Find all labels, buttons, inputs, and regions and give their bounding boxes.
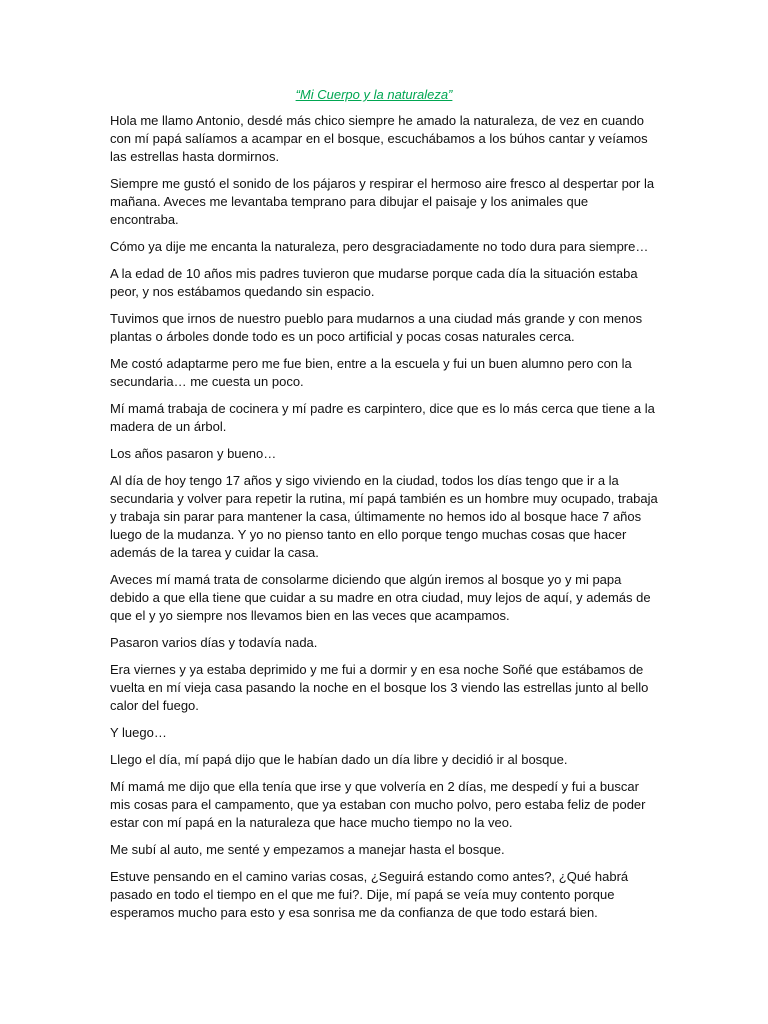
paragraph: Me subí al auto, me senté y empezamos a manejar hasta el bosque. <box>110 842 505 857</box>
paragraph: Al día de hoy tengo 17 años y sigo viviendo en la ciudad, todos los días tengo que ir a la secundaria y volver para repetir la rutina, mí papá también es un hombre muy ocupado, trabaja y trabaja sin parar para mantener la casa, últimamente no hemos ido al bosque hace 7 años luego de la mudanza. Y yo no pienso tanto en ello porque tengo muchas cosas que hacer además de la tarea y cuidar la casa. <box>110 473 658 560</box>
paragraph: Pasaron varios días y todavía nada. <box>110 635 318 650</box>
paragraph: Siempre me gustó el sonido de los pájaros y respirar el hermoso aire fresco al despertar por la mañana. Aveces me levantaba temprano para dibujar el paisaje y los animales que encontraba. <box>110 176 655 227</box>
paragraph: Mí mamá me dijo que ella tenía que irse y que volvería en 2 días, me despedí y fui a buscar mis cosas para el campamento, que ya estaban con mucho polvo, pero estaba feliz de poder estar con mí papá en la naturaleza que hace mucho tiempo no la veo. <box>110 779 646 830</box>
paragraph: Llego el día, mí papá dijo que le habían dado un día libre y decidió ir al bosque. <box>110 752 568 767</box>
paragraph: Tuvimos que irnos de nuestro pueblo para mudarnos a una ciudad más grande y con menos plantas o árboles donde todo es un poco artificial y pocas cosas naturales cerca. <box>110 311 643 344</box>
document-body <box>110 112 658 931</box>
paragraph: Hola me llamo Antonio, desdé más chico siempre he amado la naturaleza, de vez en cuando con mí papá salíamos a acampar en el bosque, escuchábamos a los búhos cantar y veíamos las estrellas hasta dormirnos. <box>110 113 648 164</box>
paragraph: Estuve pensando en el camino varias cosas, ¿Seguirá estando como antes?, ¿Qué habrá pasado en todo el tiempo en el que me fui?. Dije, mí papá se veía muy contento porque esperamos mucho para esto y esa sonrisa me da confianza de que todo estará bien. <box>110 869 629 920</box>
paragraph: Aveces mí mamá trata de consolarme diciendo que algún iremos al bosque yo y mi papa debido a que ella tiene que cuidar a su madre en otra ciudad, muy lejos de aquí, y además de que el y yo siempre nos llevamos bien en las veces que acampamos. <box>110 572 651 623</box>
paragraph: Mí mamá trabaja de cocinera y mí padre es carpintero, dice que es lo más cerca que tiene a la madera de un árbol. <box>110 401 655 434</box>
paragraph: Y luego… <box>110 725 167 740</box>
paragraph: Los años pasaron y bueno… <box>110 446 277 461</box>
paragraph: Me costó adaptarme pero me fue bien, entre a la escuela y fui un buen alumno pero con la secundaria… me cuesta un poco. <box>110 356 632 389</box>
paragraph: Era viernes y ya estaba deprimido y me fui a dormir y en esa noche Soñé que estábamos de vuelta en mí vieja casa pasando la noche en el bosque los 3 viendo las estrellas junto al bello calor del fuego. <box>110 662 649 713</box>
document-title: “Mi Cuerpo y la naturaleza” <box>295 87 453 102</box>
paragraph: A la edad de 10 años mis padres tuvieron que mudarse porque cada día la situación estaba peor, y nos estábamos quedando sin espacio. <box>110 266 638 299</box>
paragraph: Cómo ya dije me encanta la naturaleza, pero desgraciadamente no todo dura para siempre… <box>110 239 649 254</box>
